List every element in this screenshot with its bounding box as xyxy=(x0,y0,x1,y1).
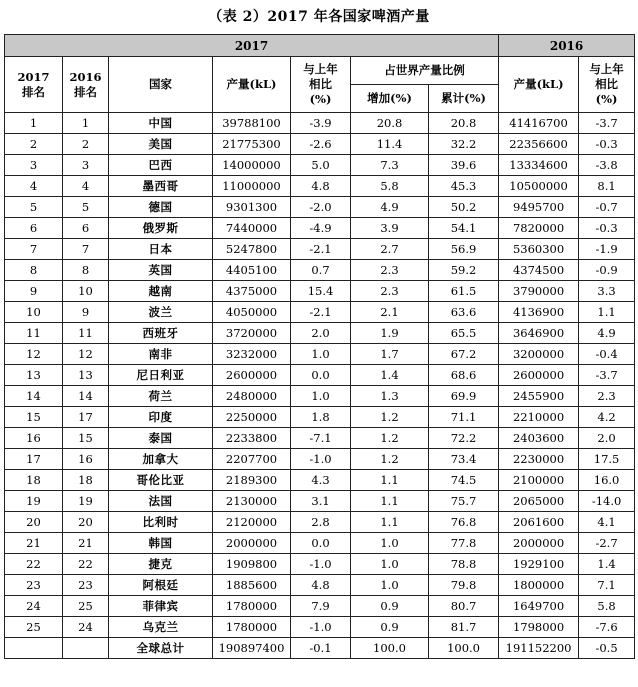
year-2017-header: 2017 xyxy=(5,35,499,57)
change-2017-cell: -3.9 xyxy=(291,113,351,134)
rank-2017-cell: 22 xyxy=(5,554,63,575)
change-2017-cell: 0.7 xyxy=(291,260,351,281)
country-cell: 英国 xyxy=(109,260,213,281)
table-row xyxy=(5,134,635,155)
change-2017-cell: 4.8 xyxy=(291,176,351,197)
rank-2016-cell: 8 xyxy=(63,260,109,281)
share-increase-cell: 1.3 xyxy=(351,386,429,407)
output-2016-cell: 2230000 xyxy=(499,449,579,470)
column-header-row xyxy=(5,57,635,85)
rank-2017-cell: 1 xyxy=(5,113,63,134)
share-cumulative-cell: 32.2 xyxy=(429,134,499,155)
output-2016-cell: 13334600 xyxy=(499,155,579,176)
country-cell: 巴西 xyxy=(109,155,213,176)
output-2016-cell: 2455900 xyxy=(499,386,579,407)
output-2016-cell: 9495700 xyxy=(499,197,579,218)
share-cumulative-cell: 59.2 xyxy=(429,260,499,281)
output-2016-cell: 2061600 xyxy=(499,512,579,533)
share-increase-cell: 1.7 xyxy=(351,344,429,365)
share-increase-cell: 20.8 xyxy=(351,113,429,134)
output-2016-cell: 2210000 xyxy=(499,407,579,428)
table-row xyxy=(5,533,635,554)
change-2016-cell: 1.4 xyxy=(579,554,635,575)
country-cell: 比利时 xyxy=(109,512,213,533)
share-cumulative-cell: 68.6 xyxy=(429,365,499,386)
output-2016-header: 产量(kL) xyxy=(499,57,579,113)
change-2016-cell: -14.0 xyxy=(579,491,635,512)
change-2016-cell: 3.3 xyxy=(579,281,635,302)
rank-2016-cell: 21 xyxy=(63,533,109,554)
output-2017-cell: 14000000 xyxy=(213,155,291,176)
output-2016-cell: 1798000 xyxy=(499,617,579,638)
table-row xyxy=(5,491,635,512)
rank-2017-cell: 23 xyxy=(5,575,63,596)
table-row xyxy=(5,176,635,197)
output-2017-cell: 5247800 xyxy=(213,239,291,260)
rank-2016-cell: 18 xyxy=(63,470,109,491)
country-cell: 俄罗斯 xyxy=(109,218,213,239)
rank-2017-cell: 24 xyxy=(5,596,63,617)
share-cumulative-cell: 69.9 xyxy=(429,386,499,407)
change-2017-cell: 2.8 xyxy=(291,512,351,533)
table-row xyxy=(5,428,635,449)
share-cumulative-cell: 80.7 xyxy=(429,596,499,617)
change-2017-cell: -2.1 xyxy=(291,239,351,260)
change-2016-cell: 16.0 xyxy=(579,470,635,491)
change-2017-cell: 4.8 xyxy=(291,575,351,596)
rank-2017-cell: 5 xyxy=(5,197,63,218)
output-2016-cell: 3790000 xyxy=(499,281,579,302)
change-2016-cell: 4.2 xyxy=(579,407,635,428)
rank-2016-cell: 15 xyxy=(63,428,109,449)
world-share-header: 占世界产量比例 xyxy=(351,57,499,85)
rank-2016-cell: 25 xyxy=(63,596,109,617)
share-cumulative-cell: 81.7 xyxy=(429,617,499,638)
output-2016-cell: 2100000 xyxy=(499,470,579,491)
rank-2017-cell: 18 xyxy=(5,470,63,491)
share-increase-cell: 1.9 xyxy=(351,323,429,344)
rank-2017-cell: 21 xyxy=(5,533,63,554)
output-2017-cell: 2000000 xyxy=(213,533,291,554)
change-2017-cell: -1.0 xyxy=(291,554,351,575)
table-row xyxy=(5,197,635,218)
change-2016-cell: -3.8 xyxy=(579,155,635,176)
year-header-row xyxy=(5,35,635,57)
change-2016-cell: 5.8 xyxy=(579,596,635,617)
change-2016-cell: 2.3 xyxy=(579,386,635,407)
share-increase-cell: 1.1 xyxy=(351,470,429,491)
year-2016-header: 2016 xyxy=(499,35,635,57)
country-cell: 捷克 xyxy=(109,554,213,575)
rank-2016-cell: 2 xyxy=(63,134,109,155)
share-cumulative-cell: 74.5 xyxy=(429,470,499,491)
output-2016-cell: 4136900 xyxy=(499,302,579,323)
share-increase-cell: 1.0 xyxy=(351,554,429,575)
share-increase-cell: 2.7 xyxy=(351,239,429,260)
country-cell: 中国 xyxy=(109,113,213,134)
rank-2017-cell: 8 xyxy=(5,260,63,281)
table-row xyxy=(5,407,635,428)
rank-2016-cell: 17 xyxy=(63,407,109,428)
country-cell: 印度 xyxy=(109,407,213,428)
table-row xyxy=(5,449,635,470)
rank-2016-cell: 7 xyxy=(63,239,109,260)
share-cumulative-cell: 56.9 xyxy=(429,239,499,260)
change-2016-cell: -0.4 xyxy=(579,344,635,365)
share-increase-cell: 0.9 xyxy=(351,596,429,617)
rank-2016-cell: 14 xyxy=(63,386,109,407)
share-increase-cell: 7.3 xyxy=(351,155,429,176)
output-2016-cell: 2403600 xyxy=(499,428,579,449)
table-row xyxy=(5,512,635,533)
table-row xyxy=(5,617,635,638)
rank-2016-cell: 1 xyxy=(63,113,109,134)
share-cumulative-cell: 78.8 xyxy=(429,554,499,575)
cumulative-header: 累计(%) xyxy=(429,85,499,113)
total-share-increase: 100.0 xyxy=(351,638,429,659)
rank-2017-cell: 12 xyxy=(5,344,63,365)
change-2017-cell: -2.1 xyxy=(291,302,351,323)
change-2016-cell: -0.3 xyxy=(579,134,635,155)
rank-2016-cell: 5 xyxy=(63,197,109,218)
rank-2017-cell: 4 xyxy=(5,176,63,197)
share-cumulative-cell: 73.4 xyxy=(429,449,499,470)
rank-2016-cell: 6 xyxy=(63,218,109,239)
share-cumulative-cell: 72.2 xyxy=(429,428,499,449)
output-2017-cell: 2600000 xyxy=(213,365,291,386)
change-2016-cell: -0.3 xyxy=(579,218,635,239)
share-increase-cell: 1.1 xyxy=(351,512,429,533)
rank-2016-cell: 24 xyxy=(63,617,109,638)
table-row xyxy=(5,554,635,575)
table-row xyxy=(5,260,635,281)
share-increase-cell: 1.1 xyxy=(351,491,429,512)
change-2016-cell: -0.7 xyxy=(579,197,635,218)
output-2016-cell: 3646900 xyxy=(499,323,579,344)
change-2016-cell: 17.5 xyxy=(579,449,635,470)
share-cumulative-cell: 65.5 xyxy=(429,323,499,344)
rank-2017-cell: 20 xyxy=(5,512,63,533)
increase-header: 增加(%) xyxy=(351,85,429,113)
rank-2016-cell: 13 xyxy=(63,365,109,386)
share-increase-cell: 1.0 xyxy=(351,533,429,554)
table-row xyxy=(5,386,635,407)
output-2017-cell: 2207700 xyxy=(213,449,291,470)
table-row xyxy=(5,575,635,596)
change-2017-cell: -4.9 xyxy=(291,218,351,239)
table-row xyxy=(5,596,635,617)
output-2017-cell: 1909800 xyxy=(213,554,291,575)
change-2016-cell: 8.1 xyxy=(579,176,635,197)
share-cumulative-cell: 77.8 xyxy=(429,533,499,554)
share-increase-cell: 1.2 xyxy=(351,428,429,449)
change-2016-header: 与上年 相比 (%) xyxy=(579,57,635,113)
table-row xyxy=(5,470,635,491)
change-2017-cell: -1.0 xyxy=(291,449,351,470)
output-2017-cell: 4375000 xyxy=(213,281,291,302)
output-2017-cell: 1885600 xyxy=(213,575,291,596)
share-increase-cell: 4.9 xyxy=(351,197,429,218)
output-2017-cell: 4405100 xyxy=(213,260,291,281)
country-cell: 波兰 xyxy=(109,302,213,323)
total-share-cumulative: 100.0 xyxy=(429,638,499,659)
total-output-2017: 190897400 xyxy=(213,638,291,659)
country-cell: 西班牙 xyxy=(109,323,213,344)
output-2017-cell: 1780000 xyxy=(213,617,291,638)
output-2016-cell: 1929100 xyxy=(499,554,579,575)
country-header: 国家 xyxy=(109,57,213,113)
table-row xyxy=(5,302,635,323)
change-2017-cell: 3.1 xyxy=(291,491,351,512)
rank-2017-cell: 11 xyxy=(5,323,63,344)
table-row xyxy=(5,323,635,344)
output-2017-cell: 2130000 xyxy=(213,491,291,512)
output-2017-cell: 2480000 xyxy=(213,386,291,407)
country-cell: 加拿大 xyxy=(109,449,213,470)
output-2016-cell: 7820000 xyxy=(499,218,579,239)
total-rank-2017-cell xyxy=(5,638,63,659)
change-2017-cell: 0.0 xyxy=(291,365,351,386)
change-2017-cell: 1.8 xyxy=(291,407,351,428)
rank-2016-cell: 3 xyxy=(63,155,109,176)
table-row xyxy=(5,281,635,302)
country-cell: 泰国 xyxy=(109,428,213,449)
total-output-2016: 191152200 xyxy=(499,638,579,659)
output-2016-cell: 22356600 xyxy=(499,134,579,155)
rank-2017-cell: 7 xyxy=(5,239,63,260)
rank-2017-header: 2017 排名 xyxy=(5,57,63,113)
table-row xyxy=(5,344,635,365)
beer-production-table xyxy=(4,34,635,659)
output-2016-cell: 2065000 xyxy=(499,491,579,512)
country-cell: 南非 xyxy=(109,344,213,365)
share-cumulative-cell: 67.2 xyxy=(429,344,499,365)
rank-2016-header: 2016 排名 xyxy=(63,57,109,113)
change-2017-cell: 4.3 xyxy=(291,470,351,491)
change-2016-cell: -3.7 xyxy=(579,365,635,386)
rank-2017-cell: 9 xyxy=(5,281,63,302)
share-increase-cell: 1.2 xyxy=(351,449,429,470)
rank-2016-cell: 10 xyxy=(63,281,109,302)
output-2017-cell: 3232000 xyxy=(213,344,291,365)
share-cumulative-cell: 76.8 xyxy=(429,512,499,533)
output-2017-cell: 11000000 xyxy=(213,176,291,197)
total-change-2017: -0.1 xyxy=(291,638,351,659)
share-increase-cell: 11.4 xyxy=(351,134,429,155)
change-2017-cell: -7.1 xyxy=(291,428,351,449)
change-2017-cell: 15.4 xyxy=(291,281,351,302)
table-row xyxy=(5,113,635,134)
rank-2016-cell: 16 xyxy=(63,449,109,470)
share-cumulative-cell: 20.8 xyxy=(429,113,499,134)
table-row xyxy=(5,239,635,260)
output-2017-cell: 2120000 xyxy=(213,512,291,533)
country-cell: 荷兰 xyxy=(109,386,213,407)
change-2017-cell: 1.0 xyxy=(291,386,351,407)
table-row xyxy=(5,218,635,239)
table-title: （表 2）2017 年各国家啤酒产量 xyxy=(208,9,430,25)
change-2017-cell: -2.6 xyxy=(291,134,351,155)
change-2016-cell: -2.7 xyxy=(579,533,635,554)
output-2016-cell: 5360300 xyxy=(499,239,579,260)
share-increase-cell: 1.4 xyxy=(351,365,429,386)
rank-2017-cell: 19 xyxy=(5,491,63,512)
table-row xyxy=(5,365,635,386)
output-2017-cell: 7440000 xyxy=(213,218,291,239)
share-cumulative-cell: 54.1 xyxy=(429,218,499,239)
rank-2016-cell: 19 xyxy=(63,491,109,512)
share-increase-cell: 5.8 xyxy=(351,176,429,197)
output-2017-cell: 39788100 xyxy=(213,113,291,134)
total-change-2016: -0.5 xyxy=(579,638,635,659)
change-2016-cell: -3.7 xyxy=(579,113,635,134)
output-2016-cell: 2600000 xyxy=(499,365,579,386)
rank-2016-cell: 11 xyxy=(63,323,109,344)
rank-2017-cell: 17 xyxy=(5,449,63,470)
rank-2016-cell: 23 xyxy=(63,575,109,596)
share-increase-cell: 0.9 xyxy=(351,617,429,638)
change-2017-cell: 1.0 xyxy=(291,344,351,365)
change-2016-cell: 2.0 xyxy=(579,428,635,449)
change-2017-cell: -1.0 xyxy=(291,617,351,638)
total-rank-2016-cell xyxy=(63,638,109,659)
output-2017-cell: 2250000 xyxy=(213,407,291,428)
share-increase-cell: 2.3 xyxy=(351,260,429,281)
total-label: 全球总计 xyxy=(109,638,213,659)
rank-2017-cell: 6 xyxy=(5,218,63,239)
country-cell: 越南 xyxy=(109,281,213,302)
rank-2017-cell: 3 xyxy=(5,155,63,176)
rank-2017-cell: 25 xyxy=(5,617,63,638)
share-increase-cell: 2.3 xyxy=(351,281,429,302)
table-row xyxy=(5,155,635,176)
change-2016-cell: -7.6 xyxy=(579,617,635,638)
share-cumulative-cell: 45.3 xyxy=(429,176,499,197)
change-header: 与上年 相比 (%) xyxy=(291,57,351,113)
rank-2017-cell: 15 xyxy=(5,407,63,428)
country-cell: 尼日利亚 xyxy=(109,365,213,386)
output-header: 产量(kL) xyxy=(213,57,291,113)
rank-2017-cell: 2 xyxy=(5,134,63,155)
share-cumulative-cell: 63.6 xyxy=(429,302,499,323)
share-cumulative-cell: 79.8 xyxy=(429,575,499,596)
change-2017-cell: 5.0 xyxy=(291,155,351,176)
share-increase-cell: 3.9 xyxy=(351,218,429,239)
output-2017-cell: 2189300 xyxy=(213,470,291,491)
share-increase-cell: 2.1 xyxy=(351,302,429,323)
total-row xyxy=(5,638,635,659)
change-2017-cell: -2.0 xyxy=(291,197,351,218)
share-cumulative-cell: 61.5 xyxy=(429,281,499,302)
share-increase-cell: 1.2 xyxy=(351,407,429,428)
rank-2016-cell: 20 xyxy=(63,512,109,533)
output-2017-cell: 3720000 xyxy=(213,323,291,344)
output-2017-cell: 1780000 xyxy=(213,596,291,617)
country-cell: 美国 xyxy=(109,134,213,155)
output-2016-cell: 4374500 xyxy=(499,260,579,281)
change-2016-cell: 4.1 xyxy=(579,512,635,533)
country-cell: 菲律宾 xyxy=(109,596,213,617)
country-cell: 日本 xyxy=(109,239,213,260)
rank-2016-cell: 22 xyxy=(63,554,109,575)
rank-2017-cell: 14 xyxy=(5,386,63,407)
change-2017-cell: 0.0 xyxy=(291,533,351,554)
output-2017-cell: 4050000 xyxy=(213,302,291,323)
share-cumulative-cell: 75.7 xyxy=(429,491,499,512)
output-2016-cell: 3200000 xyxy=(499,344,579,365)
country-cell: 乌克兰 xyxy=(109,617,213,638)
rank-2016-cell: 9 xyxy=(63,302,109,323)
change-2017-cell: 7.9 xyxy=(291,596,351,617)
output-2016-cell: 1800000 xyxy=(499,575,579,596)
share-cumulative-cell: 71.1 xyxy=(429,407,499,428)
share-increase-cell: 1.0 xyxy=(351,575,429,596)
output-2016-cell: 10500000 xyxy=(499,176,579,197)
share-cumulative-cell: 39.6 xyxy=(429,155,499,176)
output-2016-cell: 41416700 xyxy=(499,113,579,134)
rank-2016-cell: 12 xyxy=(63,344,109,365)
share-cumulative-cell: 50.2 xyxy=(429,197,499,218)
rank-2017-cell: 13 xyxy=(5,365,63,386)
output-2017-cell: 2233800 xyxy=(213,428,291,449)
change-2016-cell: -1.9 xyxy=(579,239,635,260)
country-cell: 哥伦比亚 xyxy=(109,470,213,491)
country-cell: 德国 xyxy=(109,197,213,218)
rank-2017-cell: 16 xyxy=(5,428,63,449)
change-2017-cell: 2.0 xyxy=(291,323,351,344)
rank-2017-cell: 10 xyxy=(5,302,63,323)
rank-2016-cell: 4 xyxy=(63,176,109,197)
country-cell: 韩国 xyxy=(109,533,213,554)
change-2016-cell: 4.9 xyxy=(579,323,635,344)
country-cell: 法国 xyxy=(109,491,213,512)
country-cell: 阿根廷 xyxy=(109,575,213,596)
change-2016-cell: -0.9 xyxy=(579,260,635,281)
change-2016-cell: 1.1 xyxy=(579,302,635,323)
change-2016-cell: 7.1 xyxy=(579,575,635,596)
output-2017-cell: 21775300 xyxy=(213,134,291,155)
country-cell: 墨西哥 xyxy=(109,176,213,197)
output-2016-cell: 1649700 xyxy=(499,596,579,617)
output-2017-cell: 9301300 xyxy=(213,197,291,218)
output-2016-cell: 2000000 xyxy=(499,533,579,554)
